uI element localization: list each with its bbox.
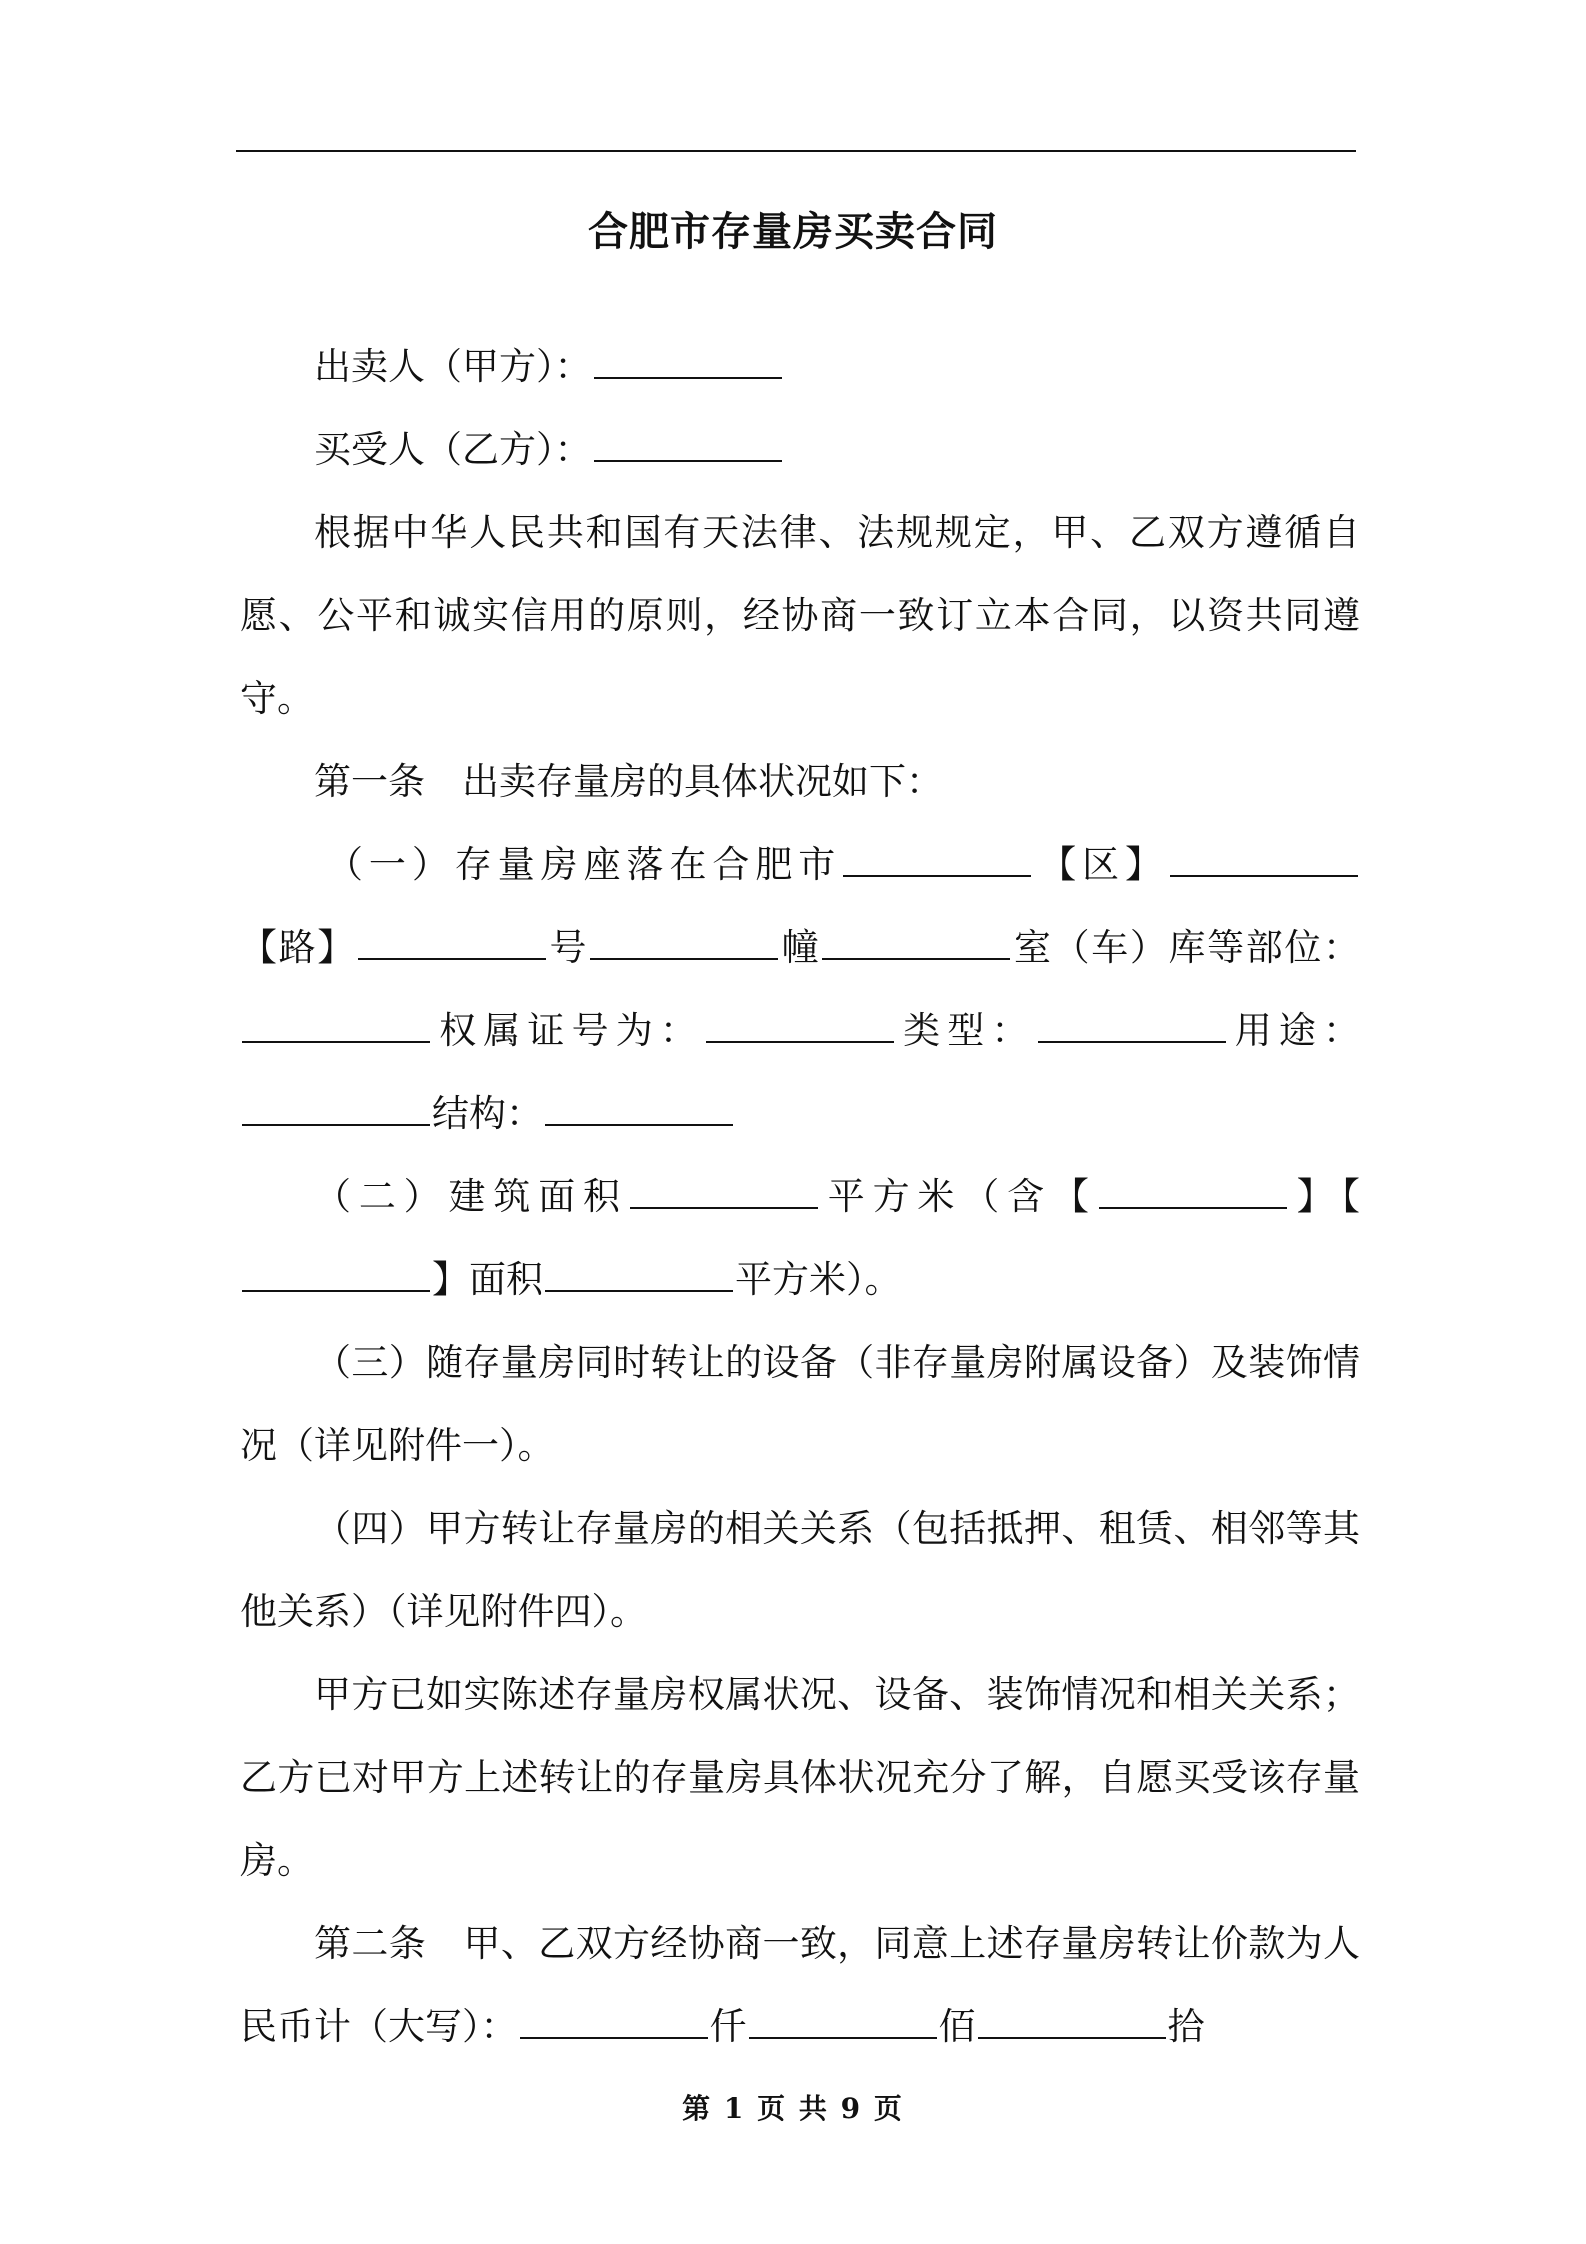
document-body	[240, 325, 1360, 2068]
page-indicator: 第 1 页 共 9 页	[682, 2092, 904, 2125]
item4-paragraph: （四）甲方转让存量房的相关关系（包括抵押、租赁、相邻等其他关系）（详见附件四）。	[240, 1507, 1360, 1633]
document-title: 合肥市存量房买卖合同	[588, 209, 998, 255]
seller-blank	[594, 347, 782, 379]
article2-paragraph: 第二条 甲、乙双方经协商一致，同意上述存量房转让价款为人民币计（大写）： 仟 佰 拾	[240, 1922, 1360, 2048]
item3-paragraph: （三）随存量房同时转让的设备（非存量房附属设备）及装饰情况（详见附件一）。	[240, 1341, 1360, 1467]
intro-paragraph: 根据中华人民共和国有天法律、法规规定，甲、乙双方遵循自愿、公平和诚实信用的原则，经协商一致订立本合同，以资共同遵守。	[240, 511, 1360, 720]
item2-paragraph: （二）建筑面积 平方米（含【 】【】面积 平方米）。	[240, 1155, 1360, 1321]
article1-heading: 第一条 出卖存量房的具体状况如下：	[314, 760, 943, 803]
seller-label: 出卖人（甲方）：	[314, 345, 592, 388]
buyer-blank	[594, 430, 782, 462]
item1-paragraph: （一）存量房座落在合肥市 【区】【路】 号 幢 室（车）库等部位：权属证号为： 类型： 用途：结构：	[240, 843, 1361, 1135]
seller-line	[240, 325, 1360, 408]
buyer-line	[240, 408, 1360, 491]
statement-paragraph: 甲方已如实陈述存量房权属状况、设备、装饰情况和相关关系；乙方已对甲方上述转让的存量房具体状况充分了解，自愿买受该存量房。	[240, 1673, 1360, 1882]
header-rule	[236, 150, 1356, 152]
buyer-label: 买受人（乙方）：	[314, 428, 592, 471]
